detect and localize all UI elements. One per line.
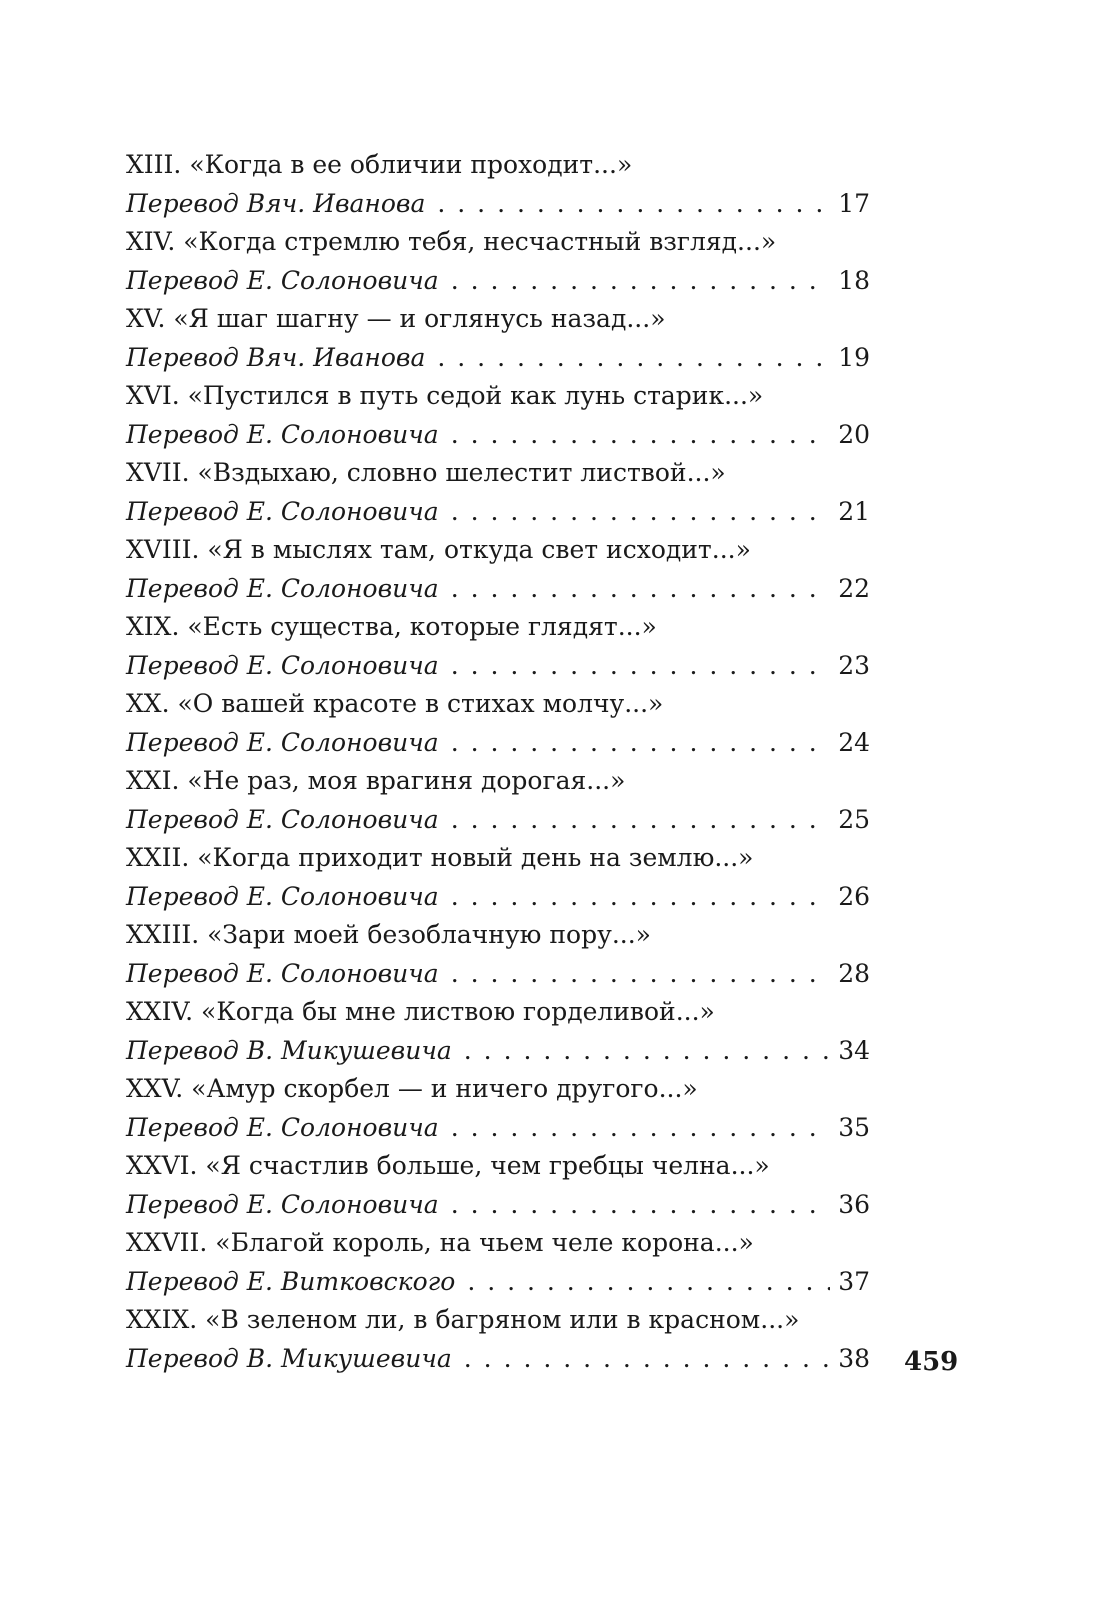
dot-leader xyxy=(464,1339,830,1378)
dot-leader xyxy=(451,569,830,608)
entry-page-number: 17 xyxy=(838,189,870,218)
entry-translator: Перевод Е. Солоновича xyxy=(126,959,439,988)
toc-entry xyxy=(126,1301,870,1378)
entry-translator-line xyxy=(126,415,870,454)
entry-translator-line xyxy=(126,1108,870,1147)
entry-title: XXV. «Амур скорбел — и ничего другого...» xyxy=(126,1074,698,1103)
entry-translator: Перевод В. Микушевича xyxy=(126,1036,452,1065)
entry-title: XXVI. «Я счастлив больше, чем гребцы челна...» xyxy=(126,1151,770,1180)
entry-translator-line xyxy=(126,646,870,685)
entry-title: XXII. «Когда приходит новый день на землю...» xyxy=(126,843,754,872)
entry-title: XVI. «Пустился в путь седой как лунь старик...» xyxy=(126,381,764,410)
toc-entry xyxy=(126,223,870,300)
toc-entry xyxy=(126,839,870,916)
entry-page-number: 19 xyxy=(838,343,870,372)
entry-title: XXIX. «В зеленом ли, в багряном или в красном...» xyxy=(126,1305,800,1334)
entry-translator-line xyxy=(126,1185,870,1224)
entry-translator-line xyxy=(126,261,870,300)
toc-entry xyxy=(126,454,870,531)
entry-translator: Перевод Е. Солоновича xyxy=(126,420,439,449)
toc-entry xyxy=(126,531,870,608)
dot-leader xyxy=(451,723,830,762)
entry-translator-line xyxy=(126,338,870,377)
dot-leader xyxy=(451,800,830,839)
dot-leader xyxy=(464,1031,830,1070)
dot-leader xyxy=(451,492,830,531)
entry-page-number: 24 xyxy=(838,728,870,757)
entry-translator-line xyxy=(126,800,870,839)
entry-title: XXIV. «Когда бы мне листвою горделивой...» xyxy=(126,997,715,1026)
entry-translator: Перевод Е. Солоновича xyxy=(126,1113,439,1142)
entry-title: XIII. «Когда в ее обличии проходит...» xyxy=(126,150,633,179)
dot-leader xyxy=(451,646,830,685)
entry-translator: Перевод Е. Солоновича xyxy=(126,882,439,911)
entry-page-number: 37 xyxy=(838,1267,870,1296)
dot-leader xyxy=(451,1185,830,1224)
dot-leader xyxy=(451,261,830,300)
dot-leader xyxy=(467,1262,830,1301)
toc-entry xyxy=(126,685,870,762)
table-of-contents xyxy=(126,146,870,1378)
entry-page-number: 20 xyxy=(838,420,870,449)
entry-page-number: 26 xyxy=(838,882,870,911)
entry-translator-line xyxy=(126,492,870,531)
entry-page-number: 23 xyxy=(838,651,870,680)
entry-title: XVII. «Вздыхаю, словно шелестит листвой...» xyxy=(126,458,726,487)
entry-page-number: 36 xyxy=(838,1190,870,1219)
entry-translator-line xyxy=(126,877,870,916)
entry-translator: Перевод Е. Солоновича xyxy=(126,574,439,603)
entry-title: XX. «О вашей красоте в стихах молчу...» xyxy=(126,689,664,718)
dot-leader xyxy=(451,877,830,916)
entry-translator-line xyxy=(126,569,870,608)
entry-translator-line xyxy=(126,1339,870,1378)
entry-page-number: 22 xyxy=(838,574,870,603)
dot-leader xyxy=(437,338,830,377)
page-folio-number: 459 xyxy=(904,1347,959,1377)
toc-entry xyxy=(126,146,870,223)
dot-leader xyxy=(451,415,830,454)
entry-translator-line xyxy=(126,723,870,762)
entry-translator: Перевод Е. Солоновича xyxy=(126,651,439,680)
dot-leader xyxy=(437,184,830,223)
entry-page-number: 28 xyxy=(838,959,870,988)
entry-translator-line xyxy=(126,1031,870,1070)
entry-translator-line xyxy=(126,184,870,223)
entry-translator: Перевод Е. Витковского xyxy=(126,1267,456,1296)
entry-translator: Перевод Е. Солоновича xyxy=(126,266,439,295)
toc-entry xyxy=(126,608,870,685)
entry-page-number: 35 xyxy=(838,1113,870,1142)
entry-page-number: 25 xyxy=(838,805,870,834)
toc-entry xyxy=(126,300,870,377)
toc-entry xyxy=(126,916,870,993)
dot-leader xyxy=(451,1108,830,1147)
entry-translator: Перевод Е. Солоновича xyxy=(126,728,439,757)
entry-page-number: 21 xyxy=(838,497,870,526)
entry-page-number: 18 xyxy=(838,266,870,295)
entry-translator: Перевод Вяч. Иванова xyxy=(126,343,426,372)
entry-page-number: 34 xyxy=(838,1036,870,1065)
entry-title: XV. «Я шаг шагну — и оглянусь назад...» xyxy=(126,304,666,333)
entry-translator: Перевод Вяч. Иванова xyxy=(126,189,426,218)
toc-entry xyxy=(126,1224,870,1301)
entry-page-number: 38 xyxy=(838,1344,870,1373)
entry-translator: Перевод В. Микушевича xyxy=(126,1344,452,1373)
toc-entry xyxy=(126,1147,870,1224)
entry-translator: Перевод Е. Солоновича xyxy=(126,805,439,834)
entry-translator: Перевод Е. Солоновича xyxy=(126,1190,439,1219)
entry-translator: Перевод Е. Солоновича xyxy=(126,497,439,526)
entry-title: XIV. «Когда стремлю тебя, несчастный взгляд...» xyxy=(126,227,777,256)
toc-entry xyxy=(126,762,870,839)
toc-entry xyxy=(126,377,870,454)
entry-title: XXI. «Не раз, моя врагиня дорогая...» xyxy=(126,766,626,795)
entry-title: XXVII. «Благой король, на чьем челе корона...» xyxy=(126,1228,754,1257)
entry-title: XIX. «Есть существа, которые глядят...» xyxy=(126,612,657,641)
entry-title: XVIII. «Я в мыслях там, откуда свет исходит...» xyxy=(126,535,751,564)
entry-title: XXIII. «Зари моей безоблачную пору...» xyxy=(126,920,651,949)
dot-leader xyxy=(451,954,830,993)
toc-entry xyxy=(126,993,870,1070)
toc-entry xyxy=(126,1070,870,1147)
entry-translator-line xyxy=(126,1262,870,1301)
entry-translator-line xyxy=(126,954,870,993)
